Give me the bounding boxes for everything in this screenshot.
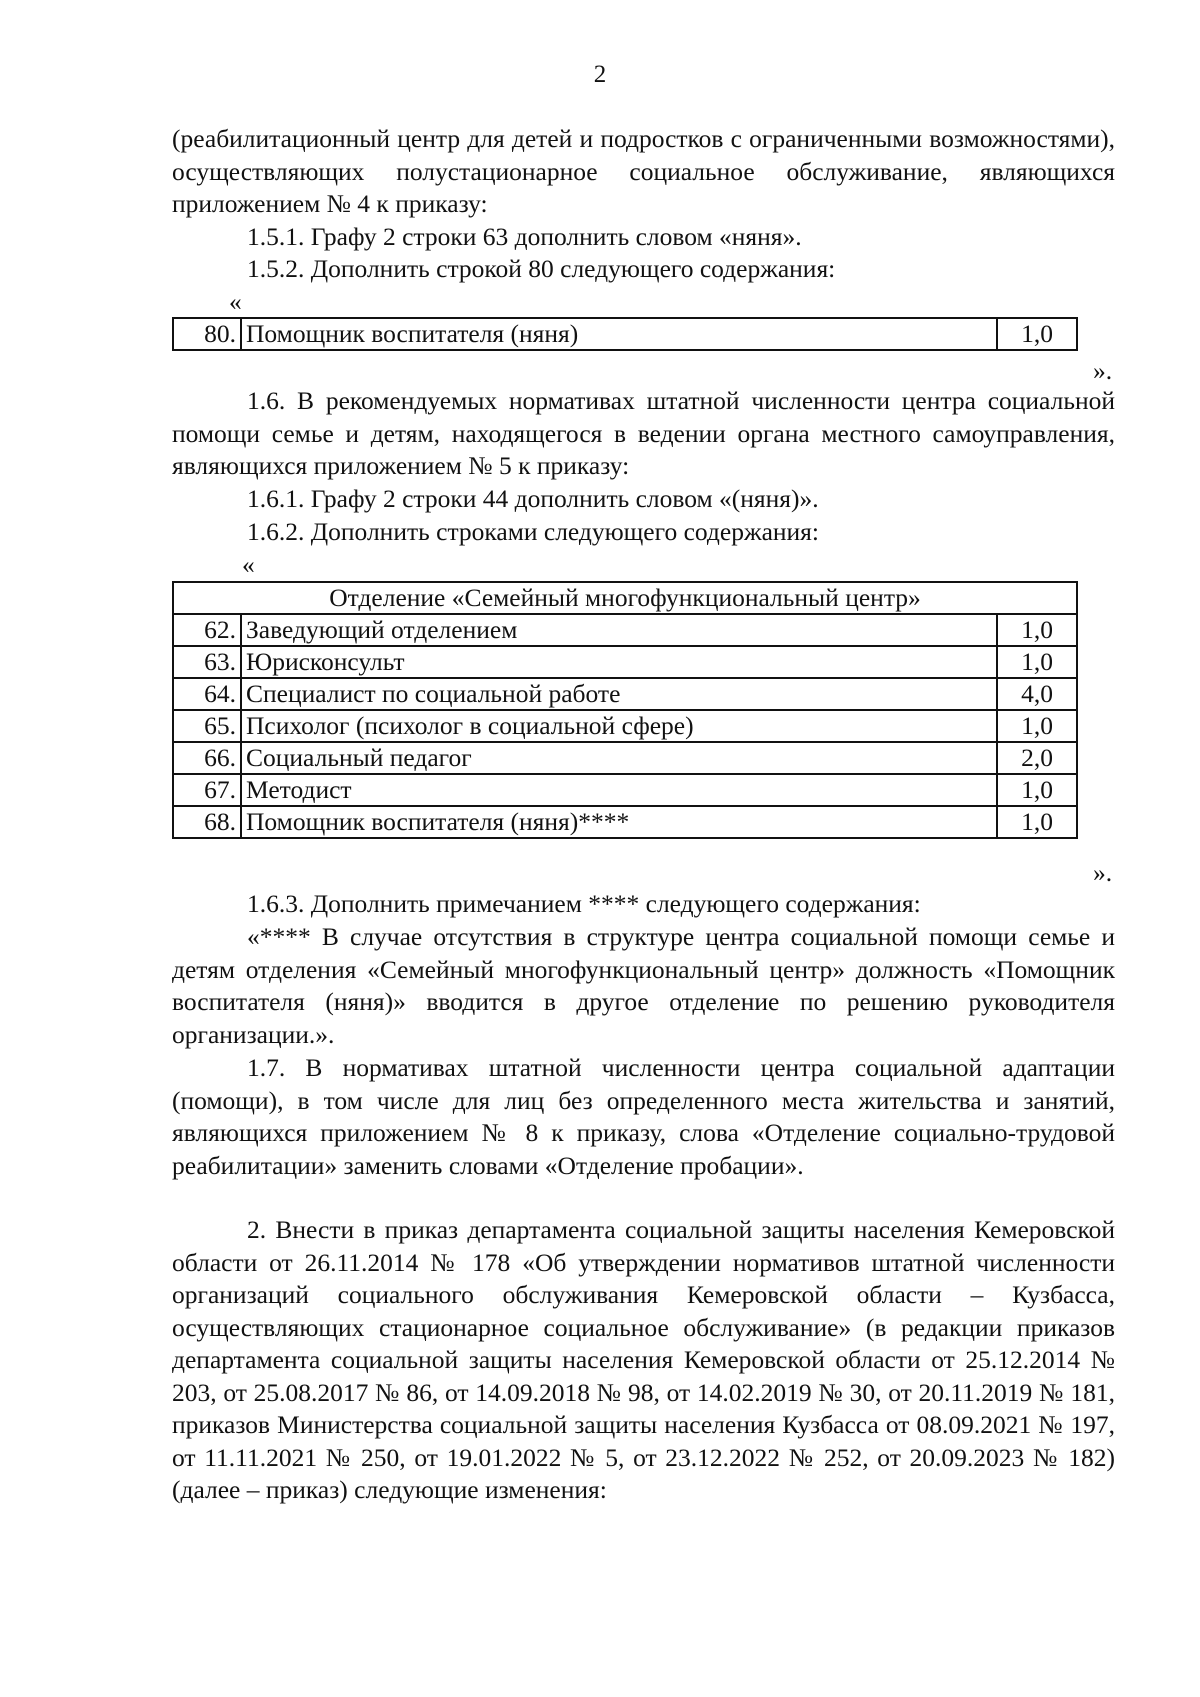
table-row [173, 614, 1077, 646]
row-number: 65. [173, 710, 241, 742]
row-value: 1,0 [997, 774, 1077, 806]
row-name: Психолог (психолог в социальной сфере) [241, 710, 997, 742]
close-quote-2: ». [1093, 858, 1113, 887]
open-quote-2: « [242, 550, 255, 579]
paragraph-1-7: 1.7. В нормативах штатной численности центра социальной адаптации (помощи), в том числе для лиц без определенного места жительства и занятий, являющихся приложением № 8 к приказу, слова «Отделение социально-трудовой реабилитации» заменить словами «Отделение пробации». [172, 1053, 1115, 1180]
close-quote-1: ». [1093, 356, 1113, 385]
table-row [173, 774, 1077, 806]
paragraph-1-6-3: 1.6.3. Дополнить примечанием **** следующего содержания: [247, 889, 921, 918]
table-row [173, 806, 1077, 838]
paragraph-1-6-2: 1.6.2. Дополнить строками следующего содержания: [247, 517, 819, 546]
row-value: 1,0 [997, 806, 1077, 838]
row-name: Юрисконсульт [241, 646, 997, 678]
paragraph-1-5-2: 1.5.2. Дополнить строкой 80 следующего содержания: [247, 254, 836, 283]
paragraph-1: (реабилитационный центр для детей и подростков с ограниченными возможностями), осуществляющих полустационарное социальное обслуживание, являющихся приложением № 4 к приказу: [172, 124, 1115, 218]
table-row [173, 710, 1077, 742]
row-number: 80. [173, 318, 241, 350]
table-row [173, 646, 1077, 678]
row-number: 66. [173, 742, 241, 774]
row-number: 62. [173, 614, 241, 646]
row-number: 67. [173, 774, 241, 806]
table-header: Отделение «Семейный многофункциональный центр» [173, 582, 1077, 614]
table-row-80 [172, 317, 1078, 351]
table-row [173, 678, 1077, 710]
row-number: 68. [173, 806, 241, 838]
row-name: Социальный педагог [241, 742, 997, 774]
paragraph-1-6: 1.6. В рекомендуемых нормативах штатной численности центра социальной помощи семье и детям, находящегося в ведении органа местного самоуправления, являющихся приложением № 5 к приказу: [172, 386, 1115, 480]
row-name: Заведующий отделением [241, 614, 997, 646]
row-name: Специалист по социальной работе [241, 678, 997, 710]
staff-table [172, 581, 1078, 839]
row-value: 1,0 [997, 646, 1077, 678]
row-name: Помощник воспитателя (няня) [241, 318, 997, 350]
table-row [173, 318, 1077, 350]
table-row [173, 742, 1077, 774]
open-quote-1: « [229, 287, 242, 316]
paragraph-1-6-1: 1.6.1. Графу 2 строки 44 дополнить словом «(няня)». [247, 484, 819, 513]
paragraph-2: 2. Внести в приказ департамента социальной защиты населения Кемеровской области от 26.11.2014 № 178 «Об утверждении нормативов штатной численности организаций социального обслуживания Кемеровской области – Кузбасса, осуществляющих стационарное социальное обслуживание» (в редакции приказов департамента социальной защиты населения Кемеровской области от 25.12.2014 № 203, от 25.08.2017 № 86, от 14.09.2018 № 98, от 14.02.2019 № 30, от 20.11.2019 № 181, приказов Министерства социальной защиты населения Кузбасса от 08.09.2021 № 197, от 11.11.2021 № 250, от 19.01.2022 № 5, от 23.12.2022 № 252, от 20.09.2023 № 182) (далее – приказ) следующие изменения: [172, 1215, 1115, 1504]
row-name: Методист [241, 774, 997, 806]
row-value: 1,0 [997, 614, 1077, 646]
row-number: 63. [173, 646, 241, 678]
row-value: 2,0 [997, 742, 1077, 774]
page-number: 2 [593, 61, 607, 88]
paragraph-1-5-1: 1.5.1. Графу 2 строки 63 дополнить словом «няня». [247, 222, 802, 251]
row-value: 4,0 [997, 678, 1077, 710]
row-number: 64. [173, 678, 241, 710]
table-header-row [173, 582, 1077, 614]
row-value: 1,0 [997, 710, 1077, 742]
row-name: Помощник воспитателя (няня)**** [241, 806, 997, 838]
paragraph-note: «**** В случае отсутствия в структуре центра социальной помощи семье и детям отделения «Семейный многофункциональный центр» должность «Помощник воспитателя (няня)» вводится в другое отделение по решению руководителя организации.». [172, 922, 1115, 1049]
row-value: 1,0 [997, 318, 1077, 350]
